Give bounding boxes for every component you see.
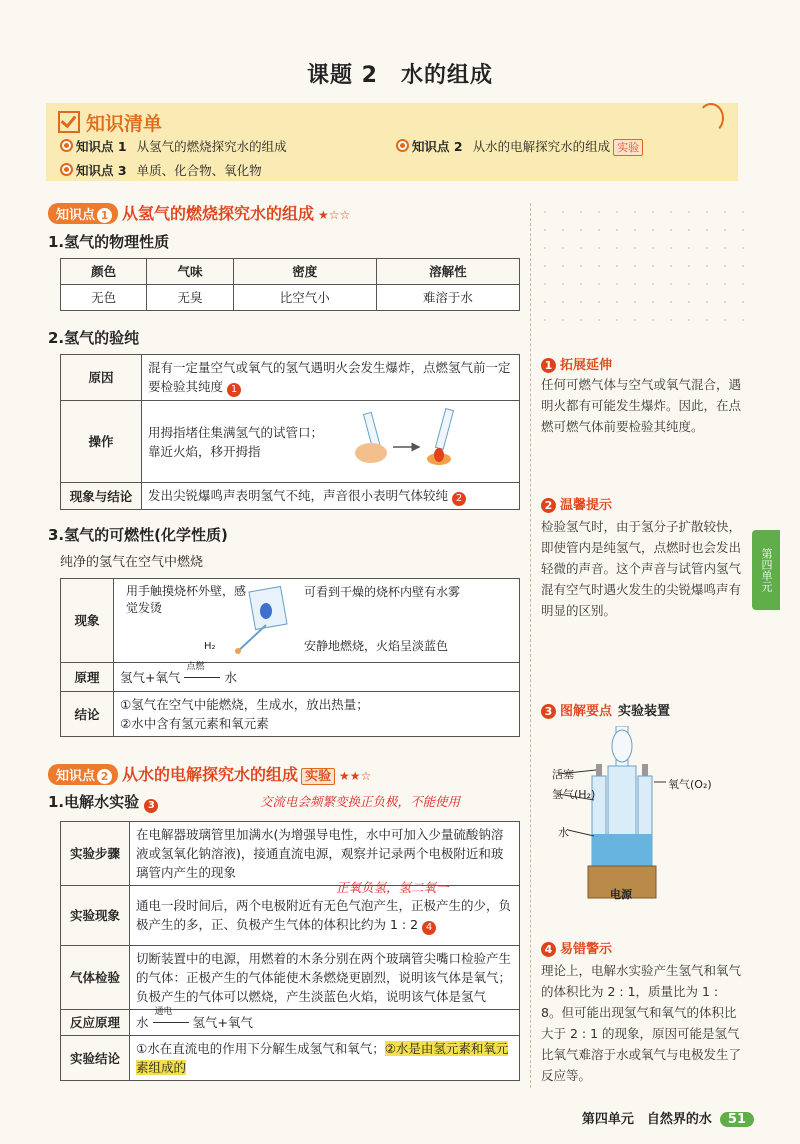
side-tip-4: 4 易错警示: [541, 938, 612, 957]
purity-test-table: 原因 混有一定量空气或氧气的氢气遇明火会发生爆炸，点燃氢气前一定要检验其纯度 1 操作 用拇指堵住集满氢气的试管口； 靠近火焰，移开拇指 现象与结论 发出尖锐爆鸣声表明氢气不纯，声音很小表明气体较纯 2: [60, 354, 520, 510]
knowledge-point-3: 知识点 3 单质、化合物、氧化物: [60, 161, 262, 179]
side-tip-3: 3 图解要点 实验装置: [541, 700, 670, 719]
bullet-icon: [60, 139, 73, 152]
side-tip-2: 2 温馨提示: [541, 494, 612, 513]
knowledge-list-heading: 知识清单: [58, 109, 162, 136]
label-oxygen: 氧气(O₂): [668, 778, 712, 791]
test-tube-illustration: [349, 407, 479, 477]
side-tip-4-text: 理论上，电解水实验产生氢气和氧气的体积比为 2 : 1，质量比为 1 : 8。但可能出现氢气和氧气的体积比大于 2 : 1 的现象，原因可能是氢气比氧气难溶于水或氧气与电极发生了反应等。: [541, 963, 742, 1083]
page-footer: 第四单元 自然界的水 51: [582, 1108, 754, 1127]
checkmark-icon: [58, 111, 80, 133]
section-1-heading: 知识点 1 从氢气的燃烧探究水的组成 ★☆☆: [48, 201, 350, 224]
side-tip-1-text: 任何可燃气体与空气或氧气混合，遇明火都有可能发生爆炸。因此，在点燃可燃气体前要检验其纯度。: [541, 377, 742, 434]
side-tip-2-text: 检验氢气时，由于氢分子扩散较快，即使管内是纯氢气，点燃时也会发出轻微的声音。这个声音与试管内氢气混有空气时遇火发生的尖锐爆鸣声有明显的区别。: [541, 519, 742, 618]
label-hydrogen: 氢气(H₂): [552, 788, 596, 801]
page-number: 51: [720, 1112, 754, 1127]
label-power: 电源: [610, 888, 632, 901]
sub-combustibility: 3.氢气的可燃性(化学性质): [48, 526, 228, 544]
combustibility-table: 现象 用手触摸烧杯外壁，感觉发烫 可看到干燥的烧杯内壁有水雾 安静地燃烧，火焰呈淡蓝色 H₂ 原理 氢气+氧气 点燃 水 结论 ①氢气在空气中能燃烧，生成水，放出热量； ②水中含有氢元素和氧元素: [60, 578, 520, 737]
label-water: 水: [558, 826, 569, 839]
knowledge-point-1: 知识点 1 从氢气的燃烧探究水的组成: [60, 137, 287, 155]
dot-grid: [536, 203, 748, 333]
handwritten-note-ac: 交流电会频繁变换正负极，不能使用: [260, 794, 461, 809]
unit-tab: 第四单元: [752, 530, 780, 610]
column-divider: [530, 203, 531, 1088]
label-piston: 活塞: [552, 768, 574, 781]
side-tip-1: 1 拓展延伸: [541, 354, 612, 373]
sub-physical-properties: 1.氢气的物理性质: [48, 233, 170, 251]
beaker-flame-illustration: [214, 581, 314, 661]
knowledge-point-2: 知识点 2 从水的电解探究水的组成 实验: [396, 137, 643, 156]
swirl-icon: [698, 103, 724, 133]
physical-properties-table: 颜色 气味 密度 溶解性 无色 无臭 比空气小 难溶于水: [60, 258, 520, 311]
sub-electrolysis: 1.电解水实验 3: [48, 791, 158, 813]
combustion-intro: 纯净的氢气在空气中燃烧: [60, 555, 204, 570]
section-2-heading: 知识点 2 从水的电解探究水的组成 实验 ★★☆: [48, 762, 371, 785]
handwritten-note-mnemonic: 正氧负氢，氢二氧一: [336, 880, 449, 895]
knowledge-list: [46, 103, 738, 181]
electrolysis-table: 实验步骤 在电解器玻璃管里加满水(为增强导电性，水中可加入少量硫酸钠溶液或氢氧化钠溶液)，接通直流电源，观察并记录两个电极附近和玻璃管内产生的现象 实验现象 通电一段时间后，两个电极附近有无色气泡产生，正极产生的少，负极产生的多，正、负极产生气体的体积比约为 1 : 2 4 气体检验 切断装置中的电源，用燃着的木条分别在两个玻璃管尖嘴口检验产生的气体：正极产生的气体能使木条燃烧更剧烈，说明该气体是氧气；负极产生的气体可以燃烧，产生淡蓝色火焰，说明该气体是氢气 反应原理 水 通电 氢气+氧气 实验结论 ①水在直流电的作用下分解生成氢气和氧气；②水是由氢元素和氧元素组成的: [60, 821, 520, 1081]
sub-purity-test: 2.氢气的验纯: [48, 329, 140, 347]
electrolysis-apparatus: [548, 726, 748, 906]
page-title: 课题 2 水的组成: [307, 63, 493, 88]
bullet-icon: [396, 139, 409, 152]
bullet-icon: [60, 163, 73, 176]
